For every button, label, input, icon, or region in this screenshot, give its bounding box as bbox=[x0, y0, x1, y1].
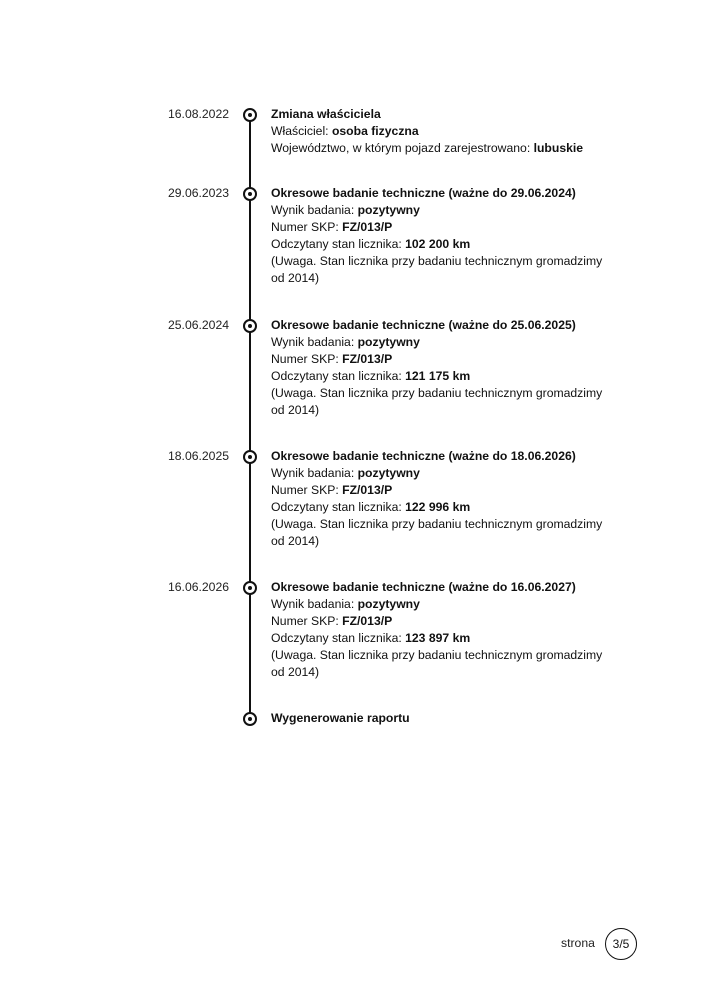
detail-label: Właściciel: bbox=[271, 124, 332, 138]
timeline-dot-icon bbox=[243, 712, 257, 726]
event-body bbox=[271, 710, 611, 727]
event-detail bbox=[271, 596, 611, 613]
detail-value: 123 897 km bbox=[405, 631, 471, 645]
event-detail bbox=[271, 236, 611, 253]
detail-value: lubuskie bbox=[533, 141, 584, 155]
timeline-line bbox=[249, 114, 251, 718]
event-detail bbox=[271, 219, 611, 236]
event-detail bbox=[271, 123, 611, 140]
event-date: 16.08.2022 bbox=[168, 107, 229, 121]
event-detail bbox=[271, 499, 611, 516]
event-date: 16.06.2026 bbox=[168, 580, 229, 594]
detail-label: Odczytany stan licznika: bbox=[271, 369, 406, 383]
detail-value: FZ/013/P bbox=[342, 483, 393, 497]
event-detail bbox=[271, 465, 611, 482]
event-body bbox=[271, 317, 611, 419]
detail-value: pozytywny bbox=[357, 597, 420, 611]
event-detail bbox=[271, 613, 611, 630]
event-detail bbox=[271, 140, 611, 157]
timeline-dot-icon bbox=[243, 581, 257, 595]
detail-label: Odczytany stan licznika: bbox=[271, 237, 406, 251]
event-title: Okresowe badanie techniczne (ważne do 29.06.2024) bbox=[271, 186, 576, 200]
timeline-dot-icon bbox=[243, 450, 257, 464]
detail-label: Odczytany stan licznika: bbox=[271, 500, 406, 514]
page-number-badge: 3/5 bbox=[605, 928, 637, 960]
detail-label: Wynik badania: bbox=[271, 597, 358, 611]
detail-value: FZ/013/P bbox=[342, 220, 393, 234]
detail-label: Numer SKP: bbox=[271, 483, 343, 497]
event-body bbox=[271, 448, 611, 550]
timeline-dot-icon bbox=[243, 187, 257, 201]
detail-label: Odczytany stan licznika: bbox=[271, 631, 406, 645]
detail-value: FZ/013/P bbox=[342, 352, 393, 366]
detail-value: pozytywny bbox=[357, 335, 420, 349]
page-label: strona bbox=[561, 936, 595, 950]
event-detail bbox=[271, 351, 611, 368]
detail-label: Numer SKP: bbox=[271, 614, 343, 628]
event-body bbox=[271, 106, 611, 157]
event-title: Okresowe badanie techniczne (ważne do 16.06.2027) bbox=[271, 580, 576, 594]
detail-value: osoba fizyczna bbox=[331, 124, 419, 138]
event-note: (Uwaga. Stan licznika przy badaniu technicznym gromadzimy od 2014) bbox=[271, 517, 603, 548]
detail-value: 122 996 km bbox=[405, 500, 471, 514]
event-note: (Uwaga. Stan licznika przy badaniu technicznym gromadzimy od 2014) bbox=[271, 648, 603, 679]
detail-label: Numer SKP: bbox=[271, 352, 343, 366]
detail-label: Województwo, w którym pojazd zarejestrowano: bbox=[271, 141, 534, 155]
event-note: (Uwaga. Stan licznika przy badaniu technicznym gromadzimy od 2014) bbox=[271, 254, 603, 285]
detail-label: Wynik badania: bbox=[271, 203, 358, 217]
event-date: 29.06.2023 bbox=[168, 186, 229, 200]
event-detail bbox=[271, 630, 611, 647]
detail-label: Numer SKP: bbox=[271, 220, 343, 234]
event-title: Okresowe badanie techniczne (ważne do 18.06.2026) bbox=[271, 449, 576, 463]
event-body bbox=[271, 185, 611, 287]
detail-value: pozytywny bbox=[357, 466, 420, 480]
timeline-dot-icon bbox=[243, 108, 257, 122]
timeline-dot-icon bbox=[243, 319, 257, 333]
event-title: Okresowe badanie techniczne (ważne do 25.06.2025) bbox=[271, 318, 576, 332]
event-body bbox=[271, 579, 611, 681]
event-detail bbox=[271, 482, 611, 499]
detail-label: Wynik badania: bbox=[271, 466, 358, 480]
event-date: 25.06.2024 bbox=[168, 318, 229, 332]
detail-value: 121 175 km bbox=[405, 369, 471, 383]
detail-value: 102 200 km bbox=[405, 237, 471, 251]
event-title: Wygenerowanie raportu bbox=[271, 711, 410, 725]
detail-value: pozytywny bbox=[357, 203, 420, 217]
detail-label: Wynik badania: bbox=[271, 335, 358, 349]
event-detail bbox=[271, 202, 611, 219]
event-title: Zmiana właściciela bbox=[271, 107, 381, 121]
event-note: (Uwaga. Stan licznika przy badaniu technicznym gromadzimy od 2014) bbox=[271, 386, 603, 417]
event-detail bbox=[271, 334, 611, 351]
detail-value: FZ/013/P bbox=[342, 614, 393, 628]
event-date: 18.06.2025 bbox=[168, 449, 229, 463]
event-detail bbox=[271, 368, 611, 385]
